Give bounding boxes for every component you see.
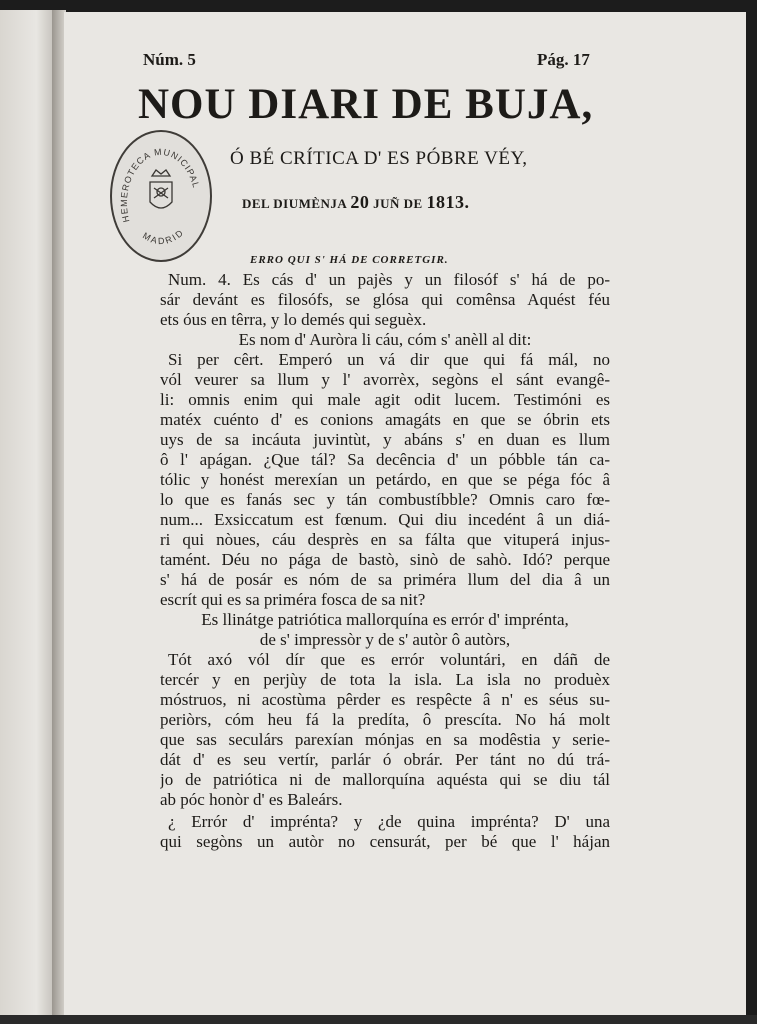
body-line: Tót axó vól dír que es errór voluntári, en dáñ de [168,650,610,669]
body-line: escrít qui es sa priméra fosca de sa nit? [160,590,426,609]
body-line: Si per cêrt. Emperó un vá dir que qui fá mál, no [168,350,610,369]
body-line: vól veurer sa llum y l' avorrèx, segòns el sánt evangê- [160,370,610,389]
body-line: ô l' apágan. ¿Que tál? Sa decência d' un póbble tán ca- [160,450,610,469]
body-line: móstruos, ni acostùma pêrder es respêcte â n' es séus su- [160,690,610,709]
body-line: li: omnis enim qui male agit odit lucem. Testimóni es [160,390,610,409]
date-year: 1813. [426,192,470,212]
date-prefix: DEL DIUMÈNJA [242,196,347,211]
section-heading: ERRO QUI S' HÁ DE CORRETGIR. [250,254,449,266]
body-line: dát d' es seu vertír, parlár ó obrár. Per tánt no dú trá- [160,750,610,769]
facing-page-edge [0,10,52,1015]
body-line: matéx cuénto d' es conions amagáts en que se óbrin ets [160,410,610,429]
stamp-artwork [112,132,210,260]
scan-bottom-edge [0,1015,757,1024]
body-line: uys de sa incáuta juvintùt, y abáns s' en duan es llum [160,430,610,449]
date-month: JUÑ DE [373,196,423,211]
issue-date [242,192,469,213]
body-line: lo que es fanás sec y tán combustíbble? Omnis caro fœ- [160,490,610,509]
body-line: s' há de posár es nóm de sa priméra llum del dia â un [160,570,610,589]
body-line: que sas seculárs parexían mónjas en sa modêstia y serie- [160,730,610,749]
body-line: ab póc honòr d' es Baleárs. [160,790,343,809]
body-line: ri qui nòues, cáu desprès en sa fálta que vituperá injus- [160,530,610,549]
body-line: num... Exsiccatum est fœnum. Qui diu incedént â un diá- [160,510,610,529]
body-line: periòrs, cóm heu fá la predíta, ô prescíta. No há molt [160,710,610,729]
issue-number: Núm. 5 [143,50,196,69]
body-line: tercér y en perjùy de tota la isla. La isla no produèx [160,670,610,689]
library-stamp [110,130,212,262]
body-line: Es llinátge patriótica mallorquína es errór d' imprénta, [201,610,569,629]
body-line: ¿ Errór d' imprénta? y ¿de quina imprénta? D' una [168,812,610,831]
body-line: qui segòns un autòr no censurát, per bé que l' hájan [160,832,610,851]
body-line: tólic y honést merexían un petárdo, en que se péga fóc â [160,470,610,489]
body-line: de s' impressòr y de s' autòr ô autòrs, [259,630,511,649]
masthead-subtitle: Ó BÉ CRÍTICA D' ES PÓBRE VÉY, [230,148,528,169]
stamp-ring-text: HEMEROTECA MUNICIPAL [118,146,202,224]
body-line: jo de patriótica ni de mallorquína aquésta qui se diu tál [160,770,610,789]
body-line: Num. 4. Es cás d' un pajès y un filosóf s' há de po- [168,270,610,289]
body-line: sár devánt es filosófs, se glósa qui comênsa Aquést féu [160,290,610,309]
page-number: Pág. 17 [537,50,590,69]
stamp-bottom-text: MADRID [141,226,187,247]
body-line: tamént. Déu no pága de bastò, sinò de sahò. Idó? perque [160,550,610,569]
coat-of-arms-icon [150,170,172,208]
masthead-title: NOU DIARI DE BUJA, [138,81,594,128]
body-line: ets óus en têrra, y lo demés qui seguèx. [160,310,427,329]
date-day: 20 [350,192,370,212]
body-line: Es nom d' Auròra li cáu, cóm s' anèll al dit: [238,330,532,349]
